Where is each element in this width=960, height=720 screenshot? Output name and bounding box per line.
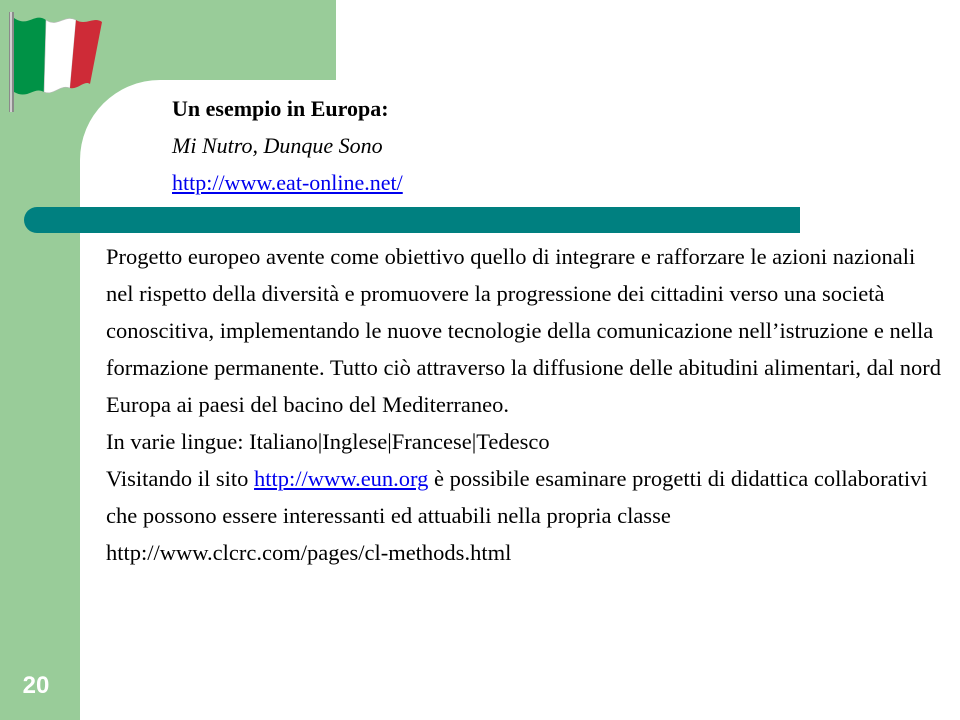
eun-link[interactable]: http://www.eun.org	[254, 466, 429, 491]
description-paragraph: Progetto europeo avente come obiettivo quello di integrare e rafforzare le azioni nazionali nel rispetto della diversità e promuovere la progressione dei cittadini verso una società conoscitiva, implementando le nuove tecnologie della comunicazione nell’istruzione e nella formazione permanente. Tutto ciò attraverso la diffusione delle abitudini alimentari, dal nord Europa ai paesi del bacino del Mediterraneo.	[106, 244, 941, 417]
methods-url: http://www.clcrc.com/pages/cl-methods.html	[106, 540, 512, 565]
visit-prefix: Visitando il sito	[106, 466, 255, 491]
divider-bar	[24, 207, 800, 233]
slide-number: 20	[22, 672, 50, 699]
page-subtitle: Mi Nutro, Dunque Sono	[172, 133, 383, 158]
page-title: Un esempio in Europa:	[172, 96, 389, 121]
visit-suffix: è possibile esaminare progetti di didattica collaborativi che possono essere interessanti ed attuabili nella propria classe	[106, 466, 928, 528]
title-block	[172, 90, 403, 201]
eat-online-link[interactable]: http://www.eat-online.net/	[172, 170, 403, 195]
languages-line: In varie lingue: Italiano|Inglese|Francese|Tedesco	[106, 429, 550, 454]
visit-paragraph	[106, 460, 946, 534]
italian-flag-icon	[4, 6, 114, 116]
body-text	[106, 238, 946, 571]
